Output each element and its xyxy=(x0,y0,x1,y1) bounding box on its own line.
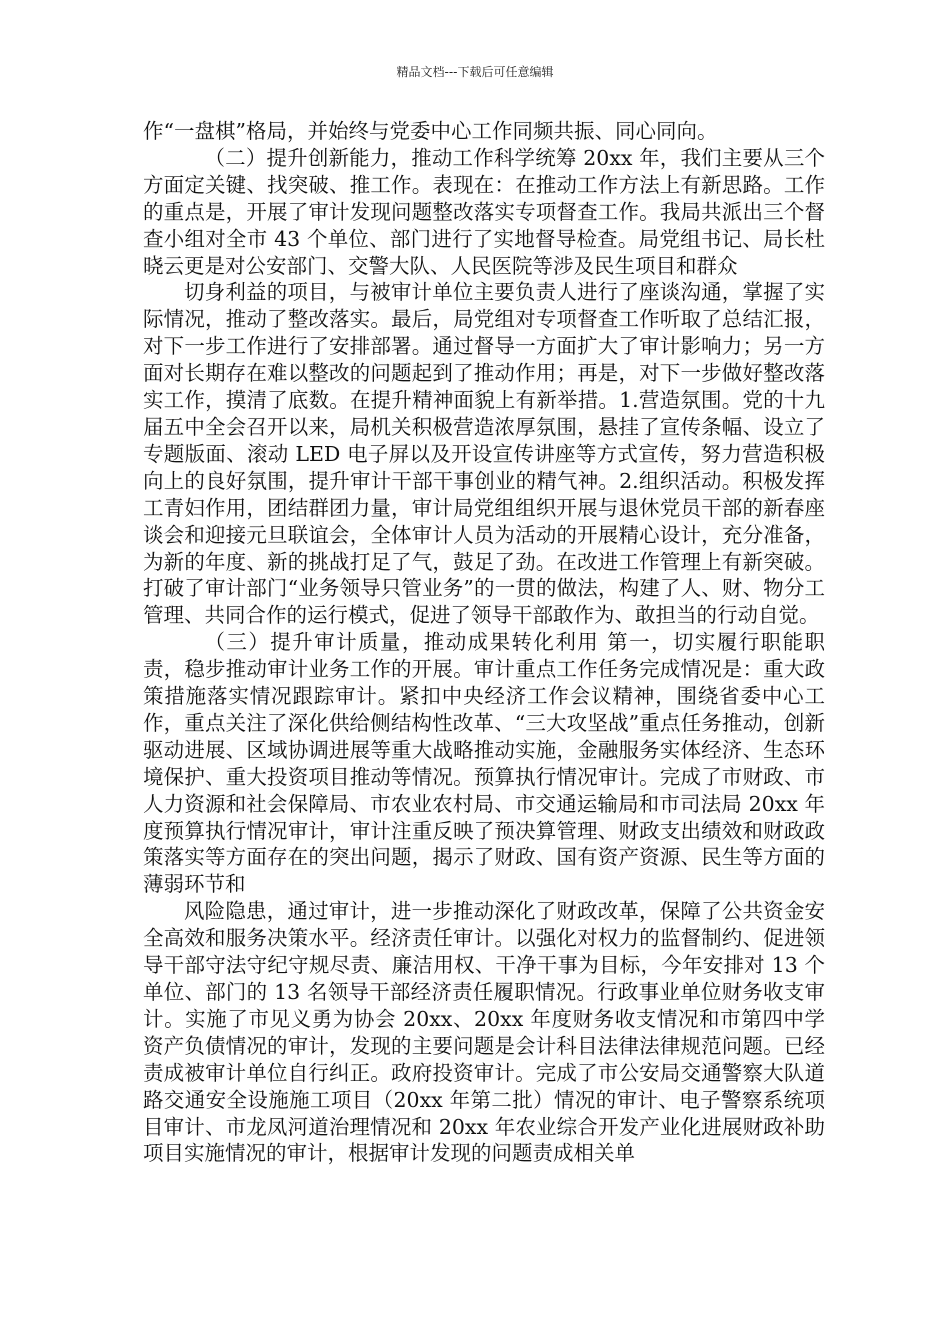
page-header: 精品文档---下载后可任意编辑 xyxy=(396,65,554,79)
document-body xyxy=(143,118,825,1167)
paragraph-section-three-continued: 风险隐患，通过审计，进一步推动深化了财政改革，保障了公共资金安全高效和服务决策水平。经济责任审计。以强化对权力的监督制约、促进领导干部守法守纪守规尽责、廉洁用权、干净干事为目标，今年安排对 13 个单位、部门的 13 名领导干部经济责任履职情况。行政事业单位财务收支审计。实施了市见义勇为协会 20xx、20xx 年度财务收支情况和市第四中学资产负债情况的审计，发现的主要问题是会计科目法律法律规范问题。已经责成被审计单位自行纠正。政府投资审计。完成了市公安局交通警察大队道路交通安全设施施工项目（20xx 年第二批）情况的审计、电子警察系统项目审计、市龙凤河道治理情况和 20xx 年农业综合开发产业化进展财政补助项目实施情况的审计，根据审计发现的问题责成相关单 xyxy=(143,899,825,1166)
paragraph-section-two: （二）提升创新能力，推动工作科学统筹 20xx 年，我们主要从三个方面定关键、找突破、推工作。表现在：在推动工作方法上有新思路。工作的重点是，开展了审计发现问题整改落实专项督查工作。我局共派出三个督查小组对全市 43 个单位、部门进行了实地督导检查。局党组书记、局长杜晓云更是对公安部门、交警大队、人民医院等涉及民生项目和群众 xyxy=(143,145,825,278)
paragraph-section-three: （三）提升审计质量，推动成果转化利用 第一，切实履行职能职责，稳步推动审计业务工作的开展。审计重点工作任务完成情况是：重大政策措施落实情况跟踪审计。紧扣中央经济工作会议精神，围绕省委中心工作，重点关注了深化供给侧结构性改革、“三大攻坚战”重点任务推动，创新驱动进展、区域协调进展等重大战略推动实施，金融服务实体经济、生态环境保护、重大投资项目推动等情况。预算执行情况审计。完成了市财政、市人力资源和社会保障局、市农业农村局、市交通运输局和市司法局 20xx 年度预算执行情况审计，审计注重反映了预决算管理、财政支出绩效和财政政策落实等方面存在的突出问题，揭示了财政、国有资产资源、民生等方面的薄弱环节和 xyxy=(143,630,825,897)
paragraph-section-two-continued: 切身利益的项目，与被审计单位主要负责人进行了座谈沟通，掌握了实际情况，推动了整改落实。最后，局党组对专项督查工作听取了总结汇报，对下一步工作进行了安排部署。通过督导一方面扩大了审计影响力；另一方面对长期存在难以整改的问题起到了推动作用；再是，对下一步做好整改落实工作，摸清了底数。在提升精神面貌上有新举措。1.营造氛围。党的十九届五中全会召开以来，局机关积极营造浓厚氛围，悬挂了宣传条幅、设立了专题版面、滚动 LED 电子屏以及开设宣传讲座等方式宣传，努力营造积极向上的良好氛围，提升审计干部干事创业的精气神。2.组织活动。积极发挥工青妇作用，团结群团力量，审计局党组组织开展与退休党员干部的新春座谈会和迎接元旦联谊会，全体审计人员为活动的开展精心设计，充分准备，为新的年度、新的挑战打足了气，鼓足了劲。在改进工作管理上有新突破。打破了审计部门“业务领导只管业务”的一贯的做法，构建了人、财、物分工管理、共同合作的运行模式，促进了领导干部敢作为、敢担当的行动自觉。 xyxy=(143,280,825,628)
paragraph-continuation: 作“一盘棋”格局，并始终与党委中心工作同频共振、同心同向。 xyxy=(143,119,718,143)
